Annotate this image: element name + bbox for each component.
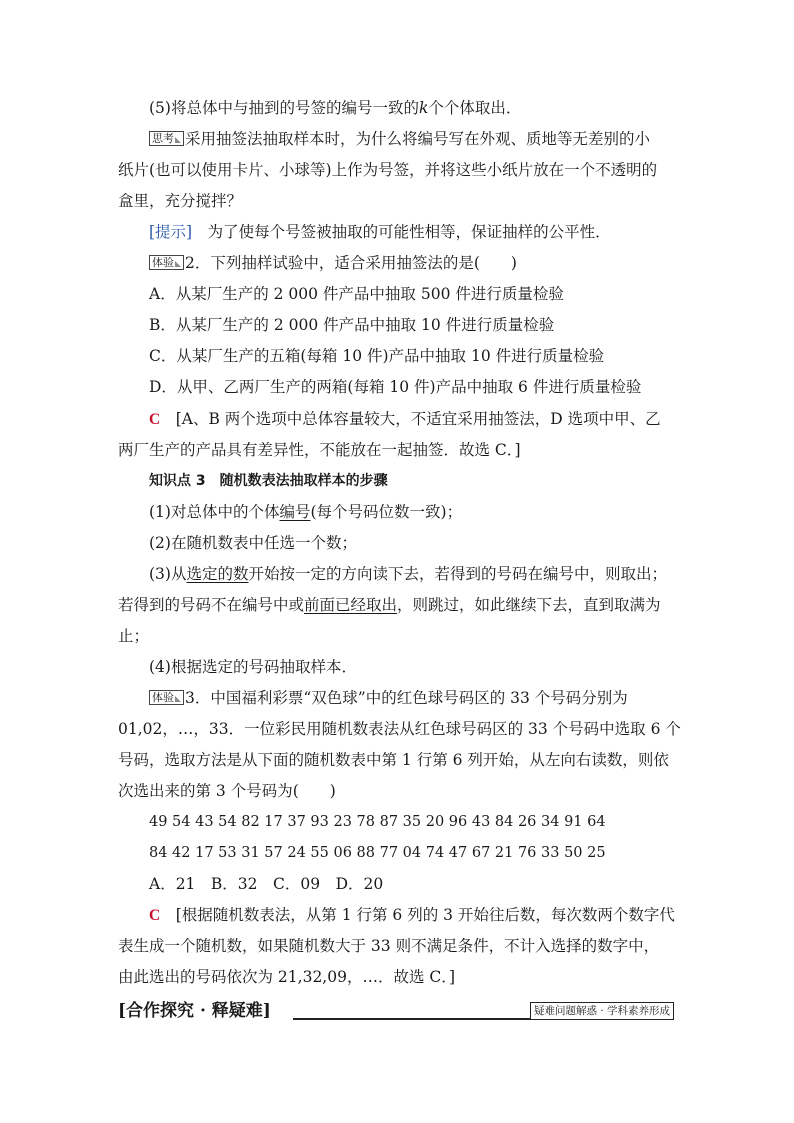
experience-3-answer-line-2: 表生成一个随机数，如果随机数大于 33 则不满足条件，不计入选择的数字中， <box>118 937 660 955</box>
experience-2-option-a: A．从某厂生产的 2 000 件产品中抽取 500 件进行质量检验 <box>149 285 564 303</box>
random-table-row-2: 84 42 17 53 31 57 24 55 06 88 77 04 74 47 67 21 76 33 50 25 <box>149 845 606 861</box>
step-5: (5)将总体中与抽到的号签的编号一致的k个个体取出． <box>149 99 522 117</box>
experience-3-line-2: 01,02，…，33．一位彩民用随机数表法从红色球号码区的 33 个号码中选取 6 个 <box>118 720 681 738</box>
kp3-step-3-line-1: (3)从选定的数开始按一定的方向读下去，若得到的号码在编号中，则取出； <box>149 565 667 583</box>
random-table-row-1: 49 54 43 54 82 17 37 93 23 78 87 35 20 96 43 84 26 34 91 64 <box>149 814 606 830</box>
experience-3-line-1: 体验 3．中国福利彩票“双色球”中的红色球号码区的 33 个号码分别为 <box>149 688 628 708</box>
experience-3-answer-line-1: C [根据随机数表法，从第 1 行第 6 列的 3 开始往后数，每次数两个数字代 <box>149 906 675 924</box>
kp3-step-1: (1)对总体中的个体编号(每个号码位数一致)； <box>149 503 463 521</box>
experience-2-answer-line-1: C [A、B 两个选项中总体容量较大，不适宜采用抽签法，D 选项中甲、乙 <box>149 410 661 428</box>
section-subtitle: 疑难问题解惑 · 学科素养形成 <box>530 1002 674 1020</box>
experience-3-answer-line-3: 由此选出的号码依次为 21,32,09，…．故选 C．] <box>118 968 456 986</box>
knowledge-point-3-title: 知识点 3 随机数表法抽取样本的步骤 <box>149 473 388 489</box>
experience-2-option-c: C．从某厂生产的五箱(每箱 10 件)产品中抽取 10 件进行质量检验 <box>149 347 605 365</box>
experience-2-option-d: D．从甲、乙两厂生产的两箱(每箱 10 件)产品中抽取 6 件进行质量检验 <box>149 378 642 396</box>
answer-letter: C <box>149 907 161 924</box>
kp3-step-4: (4)根据选定的号码抽取样本． <box>149 658 357 676</box>
kp3-step-3-line-2: 若得到的号码不在编号中或前面已经取出，则跳过，如此继续下去，直到取满为 <box>118 596 661 614</box>
experience-tag: 体验 <box>149 255 184 270</box>
section-title: [合作探究 · 释疑难] <box>118 1001 271 1021</box>
answer-letter: C <box>149 411 161 428</box>
kp3-step-2: (2)在随机数表中任选一个数； <box>149 534 357 552</box>
experience-3-line-4: 次选出来的第 3 个号码为( ) <box>118 782 336 800</box>
experience-3-line-3: 号码，选取方法是从下面的随机数表中第 1 行第 6 列开始，从左向右读数，则依 <box>118 751 669 769</box>
hint-line: [提示] 为了使每个号签被抽取的可能性相等，保证抽样的公平性． <box>149 223 611 241</box>
think-question-line-3: 盒里，充分搅拌？ <box>118 192 243 210</box>
experience-2-answer-line-2: 两厂生产的产品具有差异性，不能放在一起抽签．故选 C．] <box>118 441 521 459</box>
experience-tag: 体验 <box>149 690 184 705</box>
experience-2-option-b: B．从某厂生产的 2 000 件产品中抽取 10 件进行质量检验 <box>149 316 555 334</box>
experience-3-options: A．21 B．32 C．09 D．20 <box>149 875 384 893</box>
think-tag: 思考 <box>149 131 184 146</box>
section-header <box>118 1000 674 1022</box>
kp3-step-3-line-3: 止； <box>118 627 150 645</box>
hint-label: [提示] <box>149 223 193 241</box>
think-question-line-1: 思考 采用抽签法抽取样本时，为什么将编号写在外观、质地等无差别的小 <box>149 129 650 149</box>
experience-2-question: 体验 2．下列抽样试验中，适合采用抽签法的是( ) <box>149 253 517 273</box>
think-question-line-2: 纸片(也可以使用卡片、小球等)上作为号签，并将这些小纸片放在一个不透明的 <box>118 161 658 179</box>
